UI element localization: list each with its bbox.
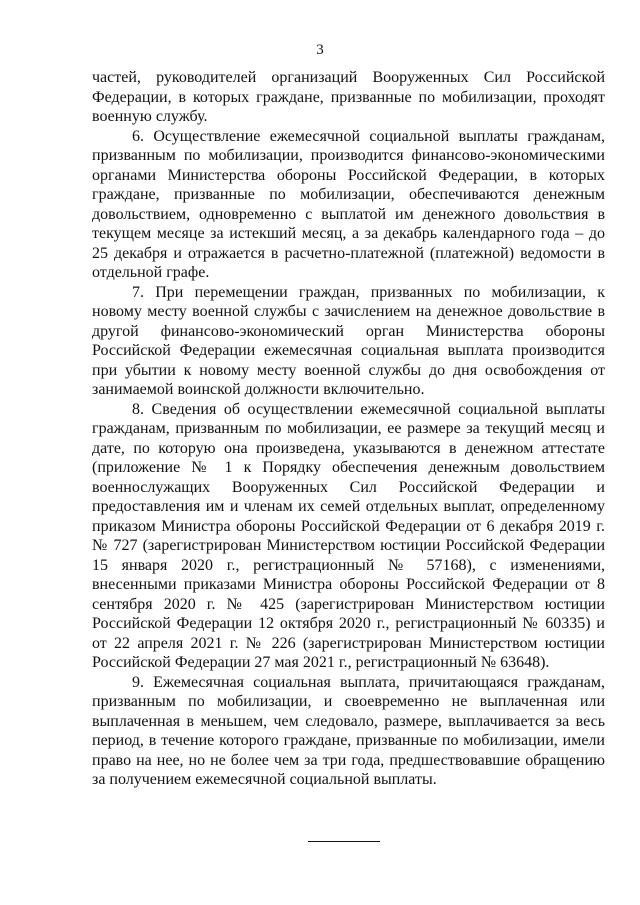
page-number: 3	[316, 42, 324, 58]
paragraph-8: 8. Сведения об осуществлении ежемесячной социальной выплаты гражданам, призванным по мобилизации, ее размере за текущий месяц и дате, по которую она произведена, указываются в денежном аттестате (приложение № 1 к Порядку обеспечения денежным довольствием военнослужащих Вооруженных Сил Российской Федерации и предоставления им и членам их семей отдельных выплат, определенному приказом Министра обороны Российской Федерации от 6 декабря 2019 г. № 727 (зарегистрирован Министерством юстиции Российской Федерации 15 января 2020 г., регистрационный № 57168), с изменениями, внесенными приказами Министра обороны Российской Федерации от 8 сентября 2020 г. № 425 (зарегистрирован Министерством юстиции Российской Федерации 12 октября 2020 г., регистрационный № 60335) и от 22 апреля 2021 г. № 226 (зарегистрирован Министерством юстиции Российской Федерации 27 мая 2021 г., регистрационный № 63648).	[92, 400, 605, 671]
paragraph-continuation: частей, руководителей организаций Вооруженных Сил Российской Федерации, в которых граждане, призванные по мобилизации, проходят военную службу.	[92, 69, 605, 125]
document-body	[92, 68, 605, 790]
end-divider	[308, 841, 380, 842]
paragraph-7: 7. При перемещении граждан, призванных по мобилизации, к новому месту военной службы с зачислением на денежное довольствие в другой финансово-экономический орган Министерства обороны Российской Федерации ежемесячная социальная выплата производится при убытии к новому месту военной службы до дня освобождения от занимаемой воинской должности включительно.	[92, 283, 605, 398]
paragraph-6: 6. Осуществление ежемесячной социальной выплаты гражданам, призванным по мобилизации, производится финансово-экономическими органами Министерства обороны Российской Федерации, в которых граждане, призванные по мобилизации, обеспечиваются денежным довольствием, одновременно с выплатой им денежного довольствия в текущем месяце за истекший месяц, а за декабрь календарного года – до 25 декабря и отражается в расчетно-платежной (платежной) ведомости в отдельной графе.	[92, 127, 605, 281]
paragraph-9: 9. Ежемесячная социальная выплата, причитающаяся гражданам, призванным по мобилизации, и своевременно не выплаченная или выплаченная в меньшем, чем следовало, размере, выплачивается за весь период, в течение которого граждане, призванные по мобилизации, имели право на нее, но не более чем за три года, предшествовавшие обращению за получением ежемесячной социальной выплаты.	[92, 673, 605, 788]
